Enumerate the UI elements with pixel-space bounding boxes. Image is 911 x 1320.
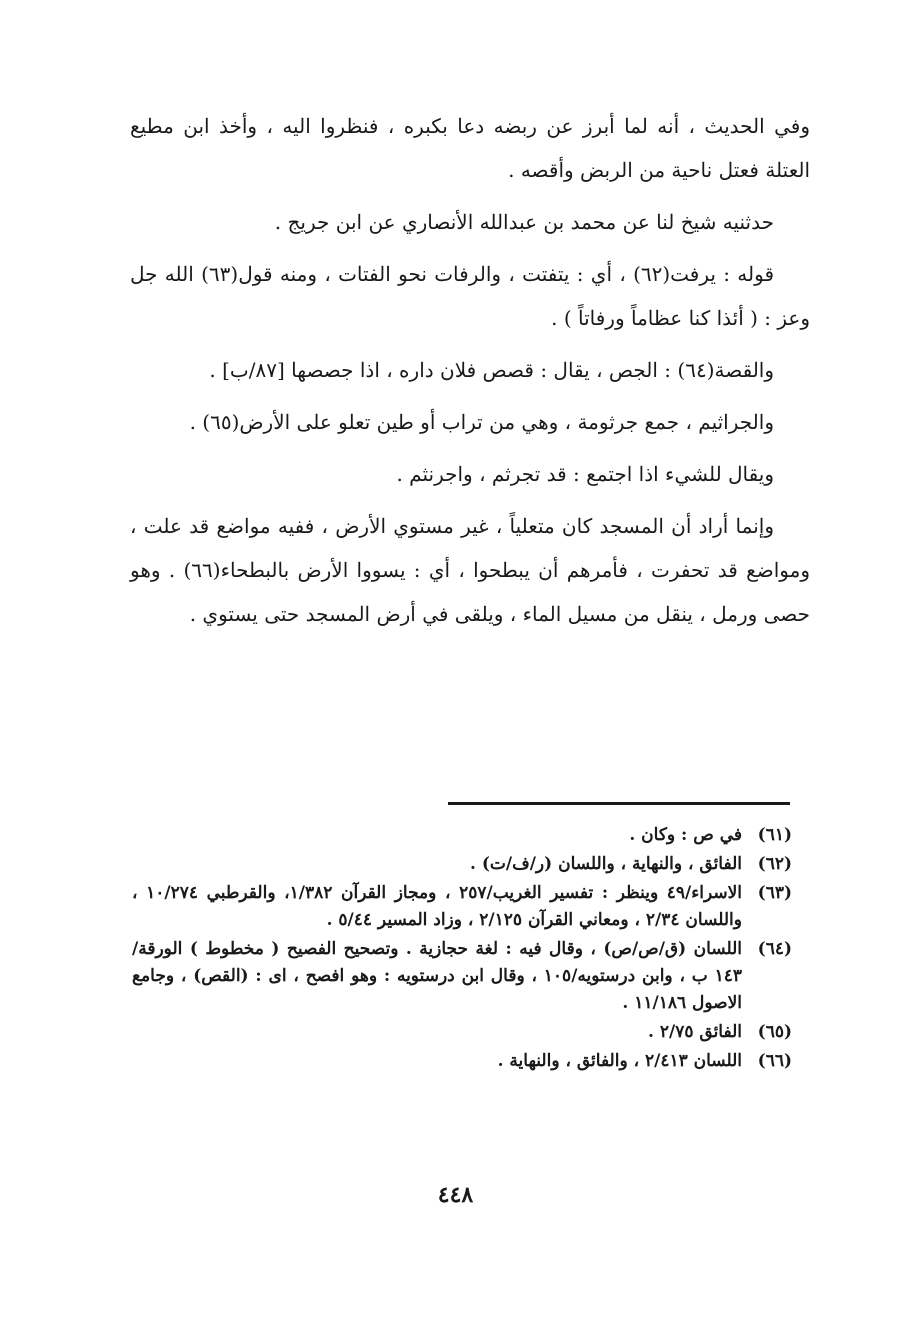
paragraph: ويقال للشيء اذا اجتمع : قد تجرثم ، واجرنثم . [396, 462, 774, 486]
footnote-number: (٦٥) [757, 1022, 792, 1042]
paragraph: وفي الحديث ، أنه لما أبرز عن ربضه دعا بكبره ، فنظروا اليه ، وأخذ ابن مطيع العتلة فعتل ناحية من الربض وأقصه . [130, 114, 810, 182]
paragraph: حدثنيه شيخ لنا عن محمد بن عبدالله الأنصاري عن ابن جريج . [274, 210, 774, 234]
main-text [130, 104, 810, 644]
footnote-number: (٦٤) [757, 939, 792, 959]
footnote-text: اللسان (ق/ص/ص) ، وقال فيه : لغة حجازية . وتصحيح الفصيح ( مخطوط ) الورقة/١٤٣ ب ، وابن درستويه/١٠٥ ، وقال ابن درستويه : وهو افصح ، اى : (القص) ، وجامع الاصول ١١/١٨٦ . [132, 939, 742, 1013]
paragraph: وإنما أراد أن المسجد كان متعلياً ، غير مستوي الأرض ، ففيه مواضع قد علت ، ومواضع قد تحفرت ، فأمرهم أن يبطحوا ، أي : يسووا الأرض بالبطحاء(٦٦) . وهو حصى ورمل ، ينقل من مسيل الماء ، ويلقى في أرض المسجد حتى يستوي . [130, 514, 810, 626]
footnote-text: الفائق ، والنهاية ، واللسان (ر/ف/ت) . [469, 854, 742, 874]
footnote-text: في ص : وكان . [629, 825, 742, 845]
footnotes [132, 822, 792, 1077]
footnote-number: (٦٣) [757, 883, 792, 903]
paragraph: والجراثيم ، جمع جرثومة ، وهي من تراب أو طين تعلو على الأرض(٦٥) . [189, 410, 774, 434]
footnote-divider [448, 802, 790, 805]
footnote [132, 1019, 792, 1046]
paragraph: والقصة(٦٤) : الجص ، يقال : قصص فلان داره ، اذا جصصها [٨٧/ب] . [209, 358, 774, 382]
footnote-text: اللسان ٢/٤١٣ ، والفائق ، والنهاية . [497, 1051, 742, 1071]
footnote [132, 851, 792, 878]
footnote-number: (٦١) [757, 825, 792, 845]
footnote-text: الاسراء/٤٩ وينظر : تفسير الغريب/٢٥٧ ، ومجاز القرآن ١/٣٨٢، والقرطبي ١٠/٢٧٤ ، واللسان ٢/٣٤ ، ومعاني القرآن ٢/١٢٥ ، وزاد المسير ٥/٤٤ . [132, 883, 743, 930]
page-number: ٤٤٨ [437, 1182, 474, 1208]
footnote-number: (٦٢) [757, 854, 792, 874]
footnote [132, 936, 792, 1017]
footnote [132, 1048, 792, 1075]
footnote-number: (٦٦) [757, 1051, 792, 1071]
footnote [132, 880, 792, 934]
footnote-text: الفائق ٢/٧٥ . [648, 1022, 742, 1042]
footnote [132, 822, 792, 849]
paragraph: قوله : يرفت(٦٢) ، أي : يتفتت ، والرفات نحو الفتات ، ومنه قول(٦٣) الله جل وعز : ( أئذا كنا عظاماً ورفاتاً ) . [130, 262, 810, 330]
